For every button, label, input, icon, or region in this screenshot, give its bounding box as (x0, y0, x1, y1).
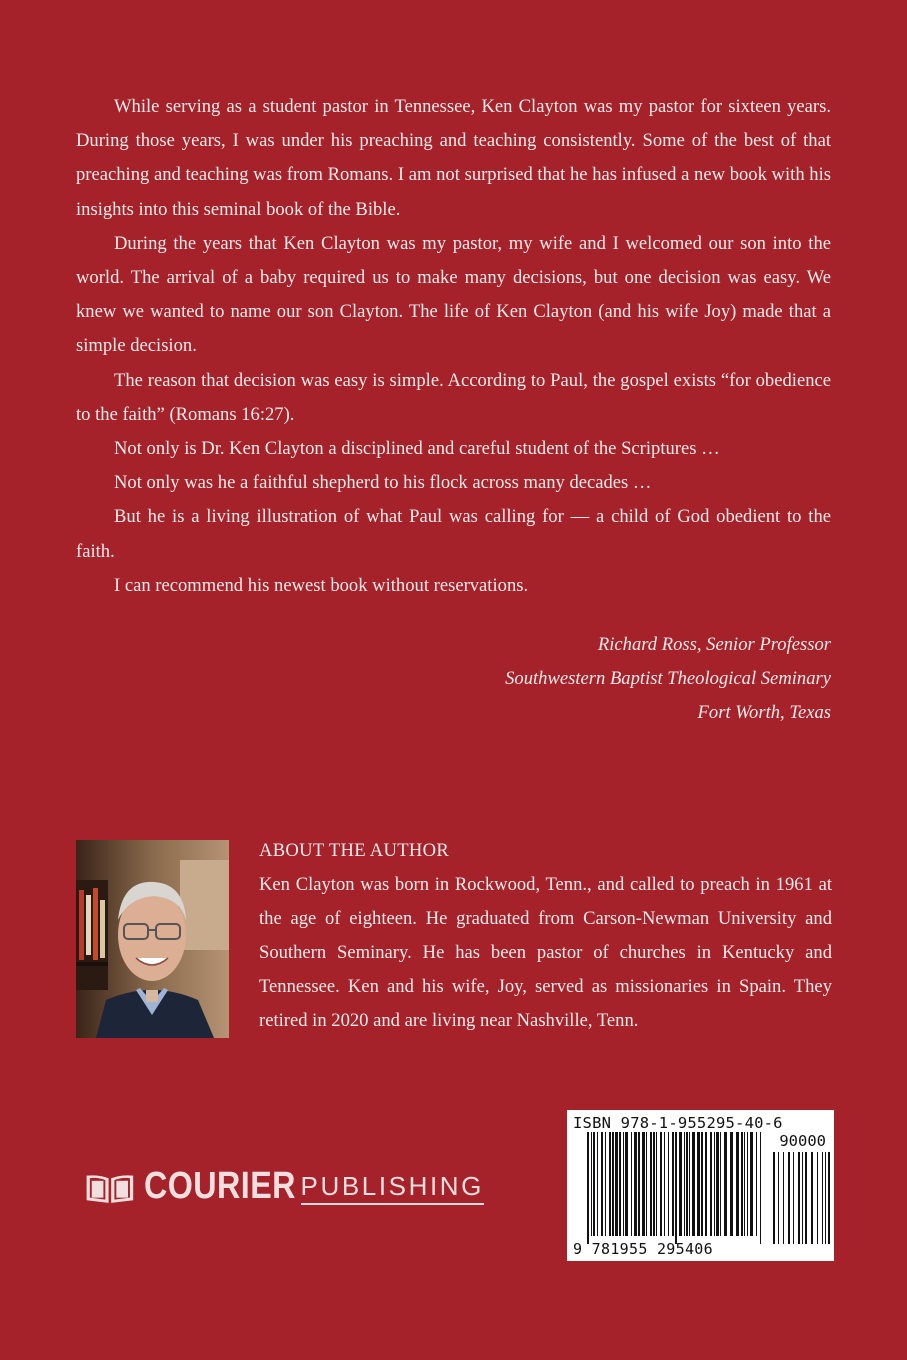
barcode-bar (686, 1132, 688, 1236)
about-heading: ABOUT THE AUTHOR (259, 840, 450, 861)
barcode-bar (710, 1132, 712, 1236)
barcode-bar (646, 1132, 647, 1236)
barcode-bar (741, 1132, 743, 1236)
about-text: Ken Clayton was born in Rockwood, Tenn., and called to preach in 1961 at the age of eighteen. He graduated from Carson-Newman University and Southern Seminary. He has been pastor of churches in Kentucky and Tennessee. Ken and his wife, Joy, served as missionaries in Spain. They retired in 2020 and are living near Nashville, Tenn. (259, 874, 832, 1031)
barcode-addon-bar (773, 1152, 775, 1244)
barcode-bar (623, 1132, 624, 1236)
endorser-location: Fort Worth, Texas (697, 702, 831, 724)
barcode-addon-bar (783, 1152, 784, 1244)
barcode-bar (609, 1132, 611, 1236)
endorsement-paragraph: I can recommend his newest book without reservations. (114, 574, 529, 596)
barcode-bar (672, 1132, 674, 1236)
publisher-name: COURIER (143, 1164, 296, 1207)
barcode-bar (744, 1132, 745, 1236)
barcode-addon-bar (802, 1152, 803, 1244)
barcode-bar (697, 1132, 700, 1236)
barcode-bar (653, 1132, 655, 1236)
barcode-digits: 9 781955 295406 (573, 1240, 713, 1258)
barcode-bar (730, 1132, 733, 1236)
barcode-bar (689, 1132, 690, 1236)
endorsement-text (76, 90, 831, 603)
barcode-bar (716, 1132, 719, 1236)
barcode-bar (597, 1132, 598, 1236)
barcode-bar (720, 1132, 721, 1236)
barcode-bar (587, 1132, 589, 1244)
barcode-bar (664, 1132, 665, 1236)
barcode-bars (567, 1110, 834, 1261)
barcode-bar (724, 1132, 727, 1236)
barcode-bar (668, 1132, 669, 1236)
barcode-addon-bar (825, 1152, 826, 1244)
barcode-addon-bar (822, 1152, 823, 1244)
barcode-bar (692, 1132, 695, 1236)
endorsement-paragraph: The reason that decision was easy is simple. According to Paul, the gospel exists “for obedience to the faith” (Romans 16:27). (76, 369, 831, 425)
barcode-addon-bar (817, 1152, 818, 1244)
barcode-bar (612, 1132, 614, 1236)
open-book-icon (84, 1158, 136, 1214)
barcode-bar (701, 1132, 703, 1236)
barcode-bar (656, 1132, 657, 1236)
endorsement-paragraph: Not only is Dr. Ken Clayton a disciplined and careful student of the Scriptures … (114, 438, 720, 460)
barcode-bar (650, 1132, 652, 1236)
barcode-bar (642, 1132, 645, 1236)
publisher-logo (84, 1158, 484, 1214)
price-addon: 90000 (779, 1132, 826, 1150)
barcode-bar (615, 1132, 618, 1236)
publisher-subtitle: PUBLISHING (301, 1171, 485, 1205)
barcode-bar (747, 1132, 748, 1236)
barcode-addon-bar (788, 1152, 790, 1244)
endorsement-paragraph: During the years that Ken Clayton was my pastor, my wife and I welcomed our son into the world. The arrival of a baby required us to make many decisions, but one decision was easy. We knew we wanted to name our son Clayton. The life of Ken Clayton (and his wife Joy) made that a simple decision. (76, 232, 831, 357)
barcode-addon-bar (828, 1152, 830, 1244)
isbn-barcode (567, 1110, 834, 1261)
barcode-bar (619, 1132, 621, 1236)
endorsement-attribution (505, 628, 831, 731)
barcode-bar (660, 1132, 662, 1236)
barcode-bar (631, 1132, 632, 1236)
isbn-number: ISBN 978-1-955295-40-6 (573, 1114, 783, 1132)
barcode-bar (684, 1132, 685, 1236)
barcode-addon-bar (793, 1152, 794, 1244)
barcode-bar (638, 1132, 640, 1236)
barcode-addon-bar (798, 1152, 800, 1244)
barcode-bar (634, 1132, 637, 1236)
barcode-bar (625, 1132, 628, 1236)
barcode-addon-bar (805, 1152, 807, 1244)
barcode-bar (714, 1132, 715, 1236)
barcode-bar (593, 1132, 595, 1236)
endorser-name: Richard Ross, Senior Professor (597, 634, 831, 655)
endorsement-paragraph: But he is a living illustration of what Paul was calling for — a child of God obedient to the faith. (76, 506, 831, 562)
barcode-bar (750, 1132, 753, 1236)
endorsement-paragraph: Not only was he a faithful shepherd to his flock across many decades … (114, 472, 652, 494)
barcode-bar (756, 1132, 757, 1236)
barcode-bar (591, 1132, 592, 1236)
barcode-bar (605, 1132, 606, 1236)
barcode-addon-bar (778, 1152, 779, 1244)
barcode-bar (736, 1132, 739, 1236)
barcode-bar (675, 1132, 677, 1244)
barcode-bar (601, 1132, 603, 1236)
endorsement-paragraph: While serving as a student pastor in Tennessee, Ken Clayton was my pastor for sixteen years. During those years, I was under his preaching and teaching consistently. Some of the best of that preaching and teaching was from Romans. I am not surprised that he has infused a new book with his insights into this seminal book of the Bible. (76, 96, 831, 220)
barcode-bar (760, 1132, 761, 1244)
barcode-addon-bar (811, 1152, 813, 1244)
barcode-bar (679, 1132, 682, 1236)
barcode-bar (705, 1132, 707, 1236)
about-the-author (259, 834, 832, 1038)
endorser-institution: Southwestern Baptist Theological Seminary (505, 668, 831, 690)
author-photo (76, 840, 229, 1038)
